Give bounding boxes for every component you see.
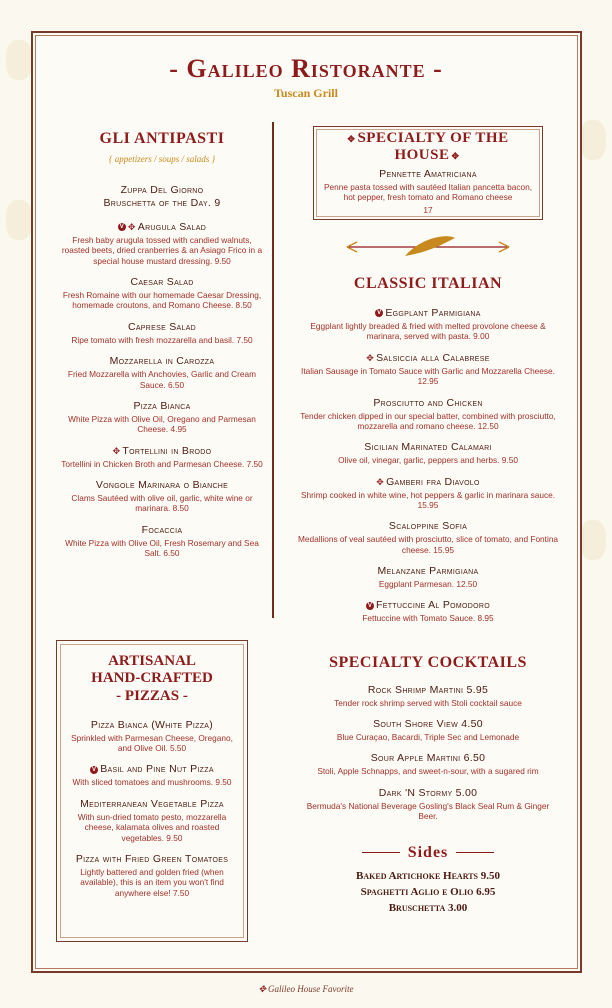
item-description: Eggplant Parmesan. 12.50 [378,579,478,590]
menu-item [296,307,560,342]
item-description: Fresh baby arugula tossed with candied walnuts, roasted beets, dried cranberries & an Asiago Frico in a special house mustard dressing. 9.50 [61,235,263,266]
favorite-icon: ✥ [366,352,375,363]
vegetarian-icon: V [92,766,97,773]
item-name: Salsiccia alla Calabrese [376,351,490,364]
vegetarian-icon: V [377,310,382,317]
item-price: 17 [423,204,433,215]
item-name: Fettuccine Al Pomodoro [376,599,490,612]
item-description: Bermuda's National Beverage Gosling's Black Seal Rum & Ginger Beer. [306,800,550,822]
item-description: Stoli, Apple Schnapps, and sweet-n-sour, with a sugared rim [317,766,539,777]
sides-divider-left [362,852,400,854]
item-name: Bruschetta of the Day. 9 [103,197,221,209]
item-name: Pizza Bianca [133,399,191,412]
background-pattern [580,520,606,560]
item-name: Gamberi fra Diavolo [386,475,480,488]
item-name: Arugula Salad [137,221,207,233]
menu-item [296,397,560,432]
menu-item [296,718,560,742]
item-name: Melanzane Parmigiana [377,565,479,578]
item-name: Basil and Pine Nut Pizza [100,763,214,776]
side-item: Bruschetta 3.00 [388,901,468,914]
menu-item [296,752,560,776]
menu-item [296,565,560,589]
favorite-icon: ✥ [258,984,267,994]
favorite-icon: ✥ [376,476,385,487]
menu-item [296,476,560,511]
item-description: Tender chicken dipped in our special batter, combined with prosciutto, mozzarella and romano cheese. 12.50 [300,410,556,431]
classic-title: CLASSIC ITALIAN [353,275,503,293]
cocktails-title: SPECIALTY COCKTAILS [329,653,527,671]
item-description: Eggplant lightly breaded & fried with melted provolone cheese & marinara, served with pasta. 9.00 [310,321,546,342]
item-description: Shrimp cooked in white wine, hot peppers & garlic in marinara sauce. 15.95 [300,489,556,510]
item-description: With sun-dried tomato pesto, mozzarella cheese, kalamata olives and roasted vegetables. 9.50 [77,811,227,843]
restaurant-name: - Galileo Ristorante - [169,54,443,83]
menu-item [296,599,560,623]
favorite-icon: ✥ [127,222,136,232]
feather-ornament-icon [343,234,513,260]
item-name: Pizza with Fried Green Tomatoes [75,852,229,865]
item-name: Dark 'N Stormy 5.00 [378,786,478,799]
vegetarian-icon: V [119,224,125,231]
menu-item [58,321,266,345]
item-description: White Pizza with Olive Oil, Fresh Rosemary and Sea Salt. 6.50 [65,537,259,559]
item-description: Lightly battered and golden fried (when available), this is an item you won't find anywhere else! 7.50 [80,866,224,898]
item-description: Ripe tomato with fresh mozzarella and basil. 7.50 [71,334,253,345]
menu-item [58,524,266,559]
item-name: Caprese Salad [127,320,197,333]
pizzas-title-line1: ARTISANAL [108,653,196,669]
menu-item [296,352,560,387]
item-description: Medallions of veal sautéed with prosciutto, slice of tomato, and Fontina cheese. 15.95 [297,534,559,555]
item-description: Tender rock shrimp served with Stoli cocktail sauce [334,697,522,708]
favorite-icon: ✥ [451,151,460,161]
item-name: Prosciutto and Chicken [373,396,483,409]
item-description: Olive oil, vinegar, garlic, peppers and herbs. 9.50 [338,455,518,466]
menu-item [63,853,241,898]
menu-item [296,520,560,555]
item-name: Zuppa Del Giorno [120,184,204,196]
menu-item [58,445,266,469]
item-description: Italian Sausage in Tomato Sauce with Garlic and Mozzarella Cheese. 12.95 [301,365,555,387]
side-item: Baked Artichoke Hearts 9.50 [356,869,500,882]
menu-item [58,479,266,514]
item-name: Caesar Salad [130,276,194,289]
item-description: Fresh Romaine with our homemade Caesar Dressing, homemade croutons, and Romano Cheese. 8.50 [62,290,262,311]
menu-item [296,787,560,822]
item-name: Mozzarella in Carozza [109,355,215,368]
item-name: Pizza Bianca (White Pizza) [90,718,214,731]
specialty-section [313,126,543,220]
column-divider [272,122,274,618]
item-description: Tortellini in Chicken Broth and Parmesan Cheese. 7.50 [61,458,263,469]
sides-heading [296,844,560,862]
item-name: Sicilian Marinated Calamari [364,441,492,454]
item-description: Sprinkled with Parmesan Cheese, Oregano, and Olive Oil. 5.50 [71,732,233,754]
item-name: Eggplant Parmigiana [385,307,481,320]
item-description: Penne pasta tossed with sautéed Italian pancetta bacon, hot pepper, fresh tomato and Romano cheese [323,182,533,203]
side-item: Spaghetti Aglio e Olio 6.95 [360,885,496,898]
antipasti-section [58,130,266,558]
item-description: With sliced tomatoes and mushrooms. 9.50 [72,777,232,788]
menu-item [58,276,266,311]
menu-item [58,184,266,209]
menu-item [296,441,560,465]
item-name: South Shore View 4.50 [373,718,483,731]
antipasti-title: GLI ANTIPASTI [99,130,225,147]
item-description: White Pizza with Olive Oil, Oregano and Parmesan Cheese. 4.95 [68,413,256,435]
item-name: Pennette Amatriciana [379,168,477,180]
item-name: Vongole Marinara o Bianche [95,478,229,491]
favorite-icon: ✥ [112,445,121,456]
sides-divider-right [456,852,494,854]
item-name: Tortellini in Brodo [122,444,212,457]
item-description: Fettuccine with Tomato Sauce. 8.95 [362,613,494,624]
menu-item [63,798,241,843]
footer-text: Galileo House Favorite [268,984,354,994]
restaurant-subtitle: Tuscan Grill [274,86,338,100]
vegetarian-icon: V [367,602,373,609]
item-name: Sour Apple Martini 6.50 [370,752,486,765]
menu-item [63,719,241,754]
background-pattern [580,120,606,160]
menu-item [296,684,560,708]
item-name: Scaloppine Sofia [388,520,468,533]
pizzas-section [56,640,248,942]
item-name: Focaccia [141,523,183,536]
item-description: Fried Mozzarella with Anchovies, Garlic and Cream Sauce. 6.50 [67,369,257,390]
pizzas-title-line3: - PIZZAS - [116,687,188,704]
pizzas-title-line2: HAND-CRAFTED [91,670,213,687]
item-description: Blue Curaçao, Bacardi, Triple Sec and Lemonade [336,732,520,743]
menu-item [58,221,266,266]
item-name: Mediterranean Vegetable Pizza [80,797,224,810]
specialty-title: SPECIALTY OF THE HOUSE [357,130,509,163]
item-name: Rock Shrimp Martini 5.95 [367,683,489,696]
menu-item [58,400,266,435]
antipasti-subtitle: { appetizers / soups / salads } [108,154,216,164]
menu-header [0,54,612,101]
menu-item [58,355,266,390]
sides-title: Sides [407,843,449,861]
footer-legend [0,984,612,995]
item-description: Clams Sautéed with olive oil, garlic, white wine or marinara. 8.50 [71,492,253,514]
favorite-icon: ✥ [347,134,356,144]
menu-item [63,763,241,787]
right-column [296,126,560,914]
background-pattern [6,200,32,240]
